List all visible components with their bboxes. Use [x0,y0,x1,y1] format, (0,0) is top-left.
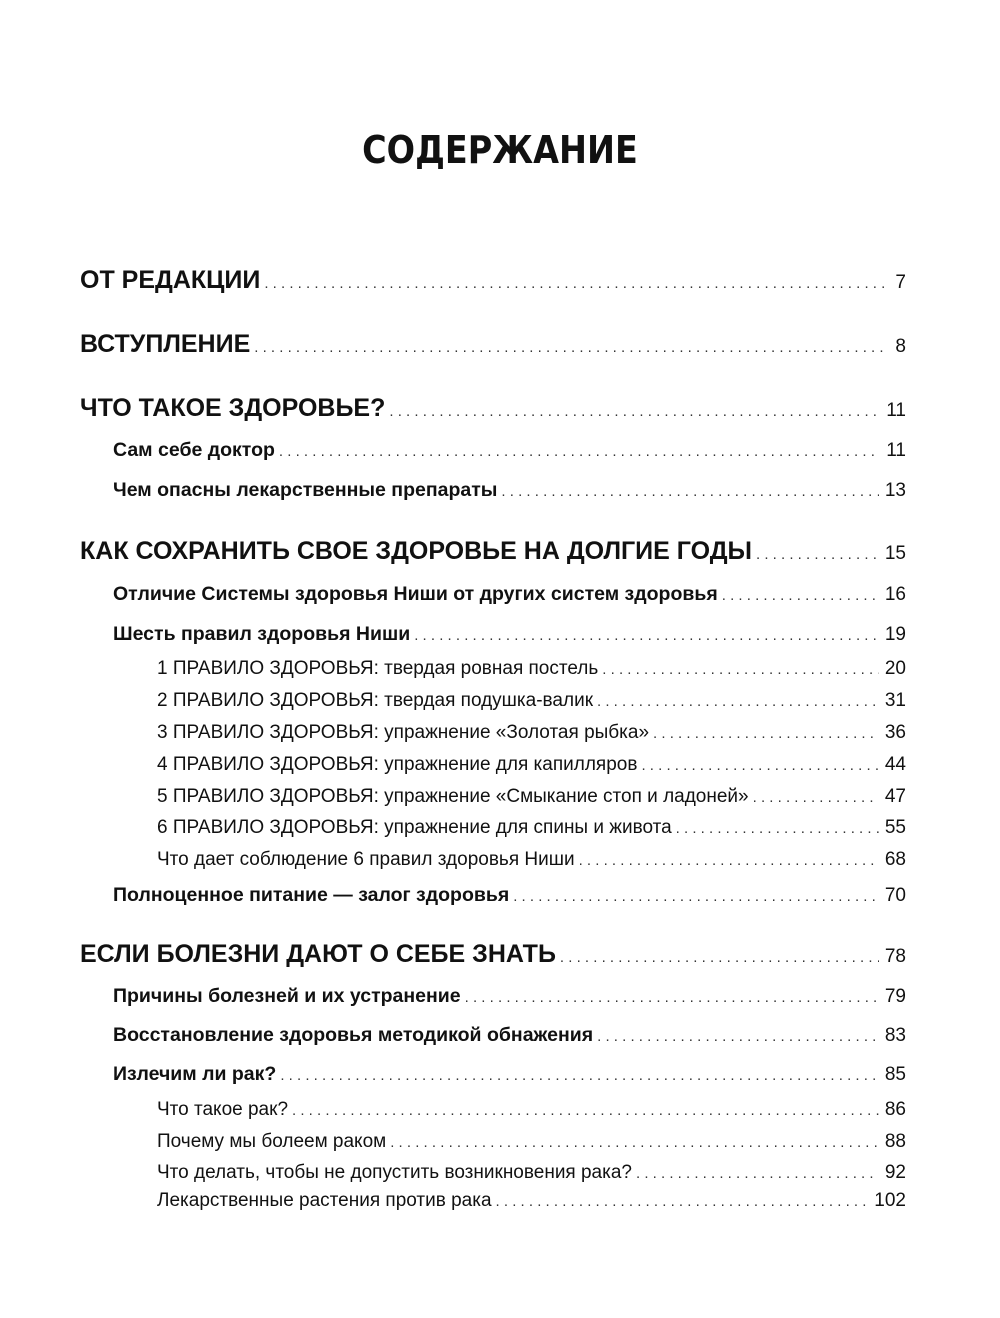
dot-leader [722,587,879,604]
dot-leader [280,1067,879,1084]
page-title: СОДЕРЖАНИЕ [362,128,638,172]
toc-entry-label: Причины болезней и их устранение [113,985,461,1007]
toc-entry-page: 102 [874,1190,906,1211]
dot-leader [279,443,880,460]
toc-entry-label: ЧТО ТАКОЕ ЗДОРОВЬЕ? [80,394,386,422]
toc-entry-label: ЕСЛИ БОЛЕЗНИ ДАЮТ О СЕБЕ ЗНАТЬ [80,940,556,968]
toc-entry-page: 7 [895,272,906,293]
toc-entry[interactable] [157,786,906,808]
dot-leader [390,1134,879,1151]
toc-entry[interactable] [157,817,906,839]
dot-leader [513,888,879,905]
toc-entry[interactable] [80,266,906,295]
toc-entry[interactable] [157,1190,906,1212]
dot-leader [264,275,889,292]
toc-entry[interactable] [113,439,906,462]
toc-entry-label: Шесть правил здоровья Ниши [113,623,411,645]
toc-entry-page: 11 [886,400,906,421]
dot-leader [465,989,879,1006]
dot-leader [602,661,879,678]
toc-entry[interactable] [113,583,906,606]
toc-entry-label: 3 ПРАВИЛО ЗДОРОВЬЯ: упражнение «Золотая рыбка» [157,722,650,743]
toc-entry-page: 78 [884,946,906,967]
toc-entry[interactable] [157,690,906,712]
toc-entry[interactable] [80,537,906,566]
toc-entry-label: Лекарственные растения против рака [157,1190,492,1211]
dot-leader [676,820,879,837]
dot-leader [636,1165,879,1182]
toc-entry[interactable] [113,1024,906,1047]
toc-entry[interactable] [157,658,906,680]
toc-entry[interactable] [113,479,906,502]
toc-entry-label: Отличие Системы здоровья Ниши от других систем здоровья [113,583,718,605]
toc-entry[interactable] [157,1131,906,1153]
dot-leader [753,789,879,806]
toc-entry-label: КАК СОХРАНИТЬ СВОЕ ЗДОРОВЬЕ НА ДОЛГИЕ ГОДЫ [80,537,752,565]
toc-entry-page: 44 [884,754,906,775]
toc-entry-label: Сам себе доктор [113,439,275,461]
toc-entry[interactable] [80,940,906,969]
dot-leader [501,483,878,500]
toc-entry[interactable] [80,330,906,359]
toc-entry[interactable] [157,1099,906,1121]
toc-entry-page: 15 [884,543,906,564]
toc-entry-page: 83 [884,1025,906,1046]
dot-leader [579,852,879,869]
toc-entry-page: 55 [884,817,906,838]
toc-entry-label: Излечим ли рак? [113,1063,277,1085]
toc-entry-label: Полноценное питание — залог здоровья [113,884,510,906]
toc-entry-label: ОТ РЕДАКЦИИ [80,266,261,294]
dot-leader [653,725,879,742]
toc-entry-page: 11 [886,440,906,461]
toc-entry[interactable] [113,1063,906,1086]
toc-entry-label: 1 ПРАВИЛО ЗДОРОВЬЯ: твердая ровная постель [157,658,599,679]
toc-entry-page: 16 [884,584,906,605]
toc-entry-page: 88 [884,1131,906,1152]
dot-leader [496,1193,869,1210]
toc-entry-page: 68 [884,849,906,870]
toc-entry[interactable] [157,1162,906,1184]
toc-entry[interactable] [157,754,906,776]
toc-entry[interactable] [113,623,906,646]
dot-leader [414,627,879,644]
toc-entry-label: Восстановление здоровья методикой обнажения [113,1024,594,1046]
toc-entry-page: 85 [884,1064,906,1085]
toc-entry-label: 2 ПРАВИЛО ЗДОРОВЬЯ: твердая подушка-валик [157,690,594,711]
toc-entry-page: 47 [884,786,906,807]
toc-entry-label: 6 ПРАВИЛО ЗДОРОВЬЯ: упражнение для спины и живота [157,817,672,838]
toc-entry-label: Что такое рак? [157,1099,289,1120]
dot-leader [254,339,889,356]
toc-entry-label: 5 ПРАВИЛО ЗДОРОВЬЯ: упражнение «Смыкание стоп и ладоней» [157,786,749,807]
toc-entry-page: 79 [884,986,906,1007]
dot-leader [597,1028,879,1045]
toc-entry-label: Чем опасны лекарственные препараты [113,479,498,501]
toc-entry-page: 19 [884,624,906,645]
dot-leader [597,693,879,710]
toc-entry-page: 31 [884,690,906,711]
toc-entry-label: ВСТУПЛЕНИЕ [80,330,251,358]
toc-entry[interactable] [113,985,906,1008]
toc-entry[interactable] [113,884,906,907]
dot-leader [292,1102,879,1119]
toc-entry-page: 92 [884,1162,906,1183]
toc-entry-label: 4 ПРАВИЛО ЗДОРОВЬЯ: упражнение для капилляров [157,754,638,775]
toc-entry-page: 8 [895,336,906,357]
dot-leader [389,403,880,420]
toc-entry-page: 86 [884,1099,906,1120]
dot-leader [560,949,879,966]
toc-entry-page: 70 [884,885,906,906]
toc-entry[interactable] [80,394,906,423]
toc-entry-page: 20 [884,658,906,679]
toc-entry-page: 36 [884,722,906,743]
toc-entry[interactable] [157,722,906,744]
dot-leader [641,757,878,774]
toc-entry-label: Что дает соблюдение 6 правил здоровья Ниши [157,849,575,870]
toc-entry[interactable] [157,849,906,871]
toc-entry-label: Что делать, чтобы не допустить возникновения рака? [157,1162,632,1183]
toc-entry-label: Почему мы болеем раком [157,1131,387,1152]
dot-leader [756,546,879,563]
toc-entry-page: 13 [884,480,906,501]
